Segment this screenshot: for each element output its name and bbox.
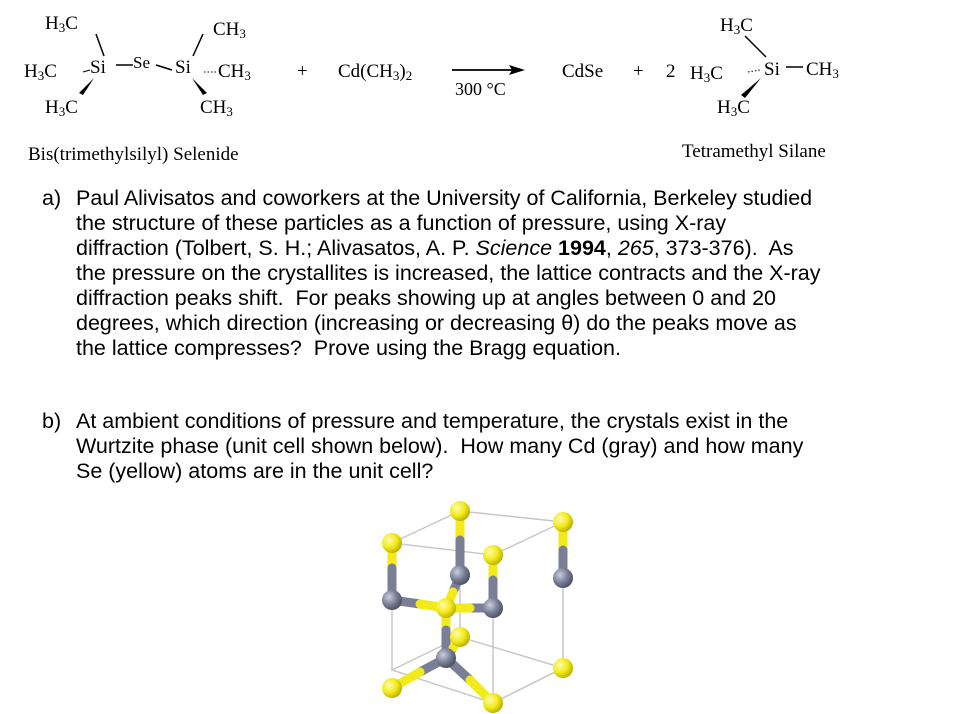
cd-atom	[436, 648, 456, 668]
se-atom	[450, 627, 470, 647]
se-atom	[483, 693, 503, 713]
product-cdse: CdSe	[562, 61, 604, 82]
se-atom	[450, 501, 470, 521]
cd-atom	[553, 568, 573, 588]
cd-se-bonds	[392, 511, 563, 703]
cd-atom	[483, 598, 503, 618]
cell-edges	[392, 511, 563, 703]
p2-h3c-left: $H_3C$	[690, 63, 723, 85]
question-a-label: a)	[42, 186, 62, 210]
se-atom	[382, 678, 402, 698]
cd-atom	[382, 590, 402, 610]
reactant-cd-ch3-2: $Cd(CH_3)_2$	[338, 61, 413, 83]
r1-si-left: Si	[90, 57, 106, 78]
r1-ch3-top: $CH_3$	[213, 19, 246, 41]
question-b-label: b)	[42, 409, 62, 433]
r1-ch3-bottom: $CH_3$	[200, 97, 233, 119]
r1-ch3-right: $CH_3$	[218, 61, 251, 83]
se-atom	[483, 545, 503, 565]
caption-bis-trimethylsilyl-selenide: Bis(trimethylsilyl) Selenide	[28, 144, 239, 165]
r1-se: Se	[133, 53, 150, 72]
cd-atom	[450, 565, 470, 585]
caption-tetramethyl-silane: Tetramethyl Silane	[682, 141, 826, 162]
se-atoms	[382, 501, 573, 713]
r1-h3c-top: $H_3C$	[45, 13, 78, 35]
plus-2: +	[633, 61, 644, 82]
plus-1: +	[297, 61, 308, 82]
question-a-body: Paul Alivisatos and coworkers at the University of California, Berkeley studied the structure of these particles as a function of pressure, using X-ray diffraction (Tolbert, S. H.; Alivasatos, A. P. Science 1994, 265, 373-376). As the pressure on the crystallites is increased, the lattice contracts and the X-ray diffraction peaks shift. For peaks showing up at angles between 0 and 20 degrees, which direction (increasing or decreasing θ) do the peaks move as the lattice compresses? Prove using the Bragg equation.	[76, 186, 821, 360]
se-atom	[382, 533, 402, 553]
se-atom	[553, 658, 573, 678]
se-atom	[553, 512, 573, 532]
cd-atoms	[382, 565, 573, 668]
r1-h3c-bottom: $H_3C$	[45, 97, 78, 119]
coefficient-2: 2	[666, 61, 676, 82]
r1-si-right: Si	[175, 57, 191, 78]
p2-si: Si	[764, 59, 780, 80]
se-atom	[436, 598, 456, 618]
p2-ch3-right: $CH_3$	[806, 59, 839, 81]
r1-h3c-left: $H_3C$	[24, 61, 57, 83]
p2-h3c-bottom: $H_3C$	[717, 97, 750, 119]
p2-h3c-top: $H_3C$	[720, 15, 753, 37]
reaction-condition: 300 °C	[455, 79, 506, 99]
question-b-body: At ambient conditions of pressure and temperature, the crystals exist in the Wurtzite phase (unit cell shown below). How many Cd (gray) and how many Se (yellow) atoms are in the unit cell?	[76, 409, 804, 483]
